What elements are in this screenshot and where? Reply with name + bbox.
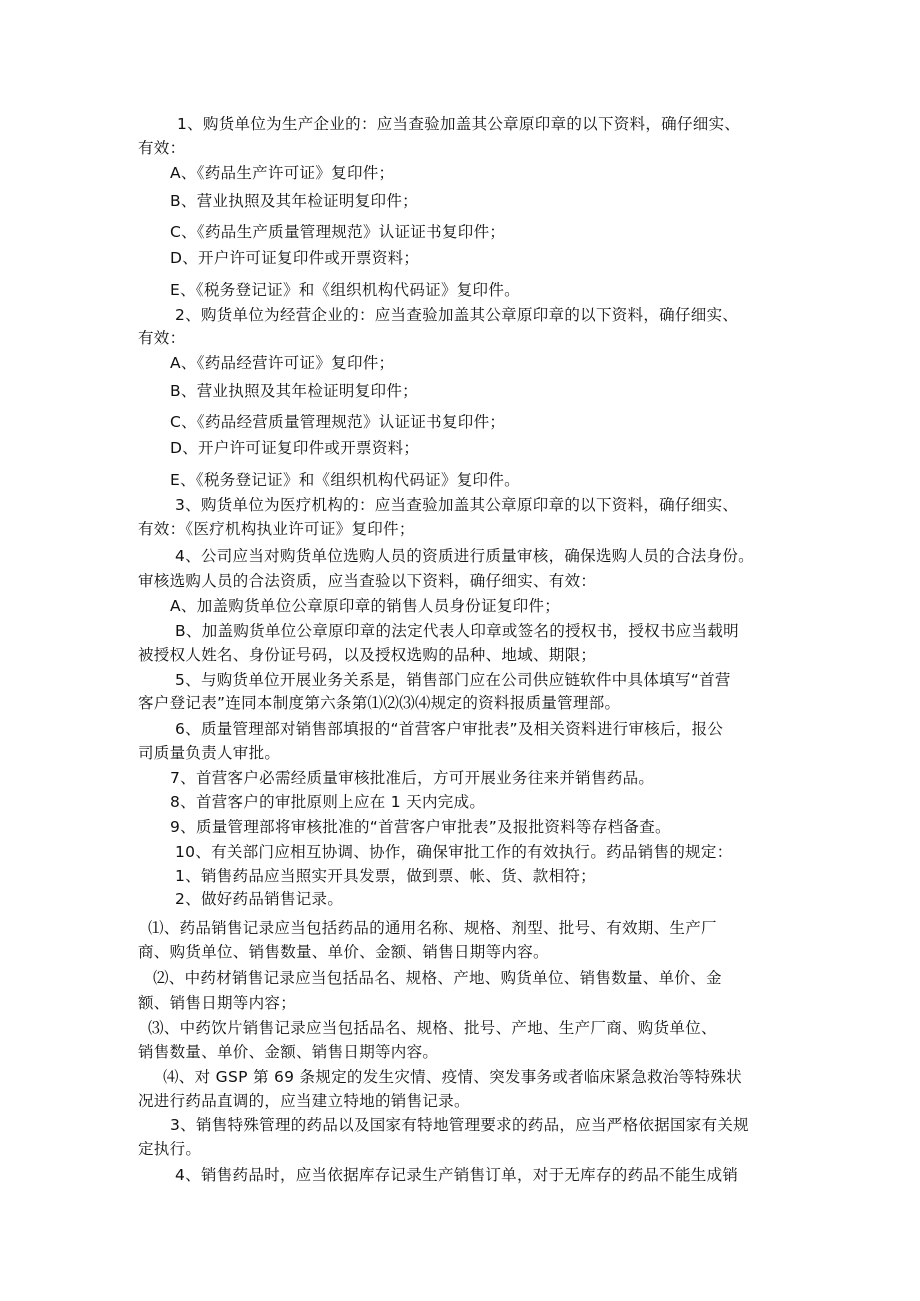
text-line: 况进行药品直调的，应当建立特地的销售记录。 <box>138 1092 470 1110</box>
text-line: 3、销售特殊管理的药品以及国家有特地管理要求的药品，应当严格依据国家有关规 <box>170 1116 749 1134</box>
text-line: 10、有关部门应相互协调、协作，确保审批工作的有效执行。药品销售的规定： <box>175 843 733 861</box>
text-line: ⑵、中药材销售记录应当包括品名、规格、产地、购货单位、销售数量、单价、金 <box>153 969 722 987</box>
text-line: 有效： <box>138 329 186 347</box>
text-line: 被授权人姓名、身份证号码，以及授权选购的品种、地域、期限； <box>138 646 597 664</box>
text-line: ⑶、中药饮片销售记录应当包括品名、规格、批号、产地、生产厂商、购货单位、 <box>148 1019 717 1037</box>
text-line: 2、做好药品销售记录。 <box>175 890 344 908</box>
text-line: B、加盖购货单位公章原印章的法定代表人印章或签名的授权书，授权书应当载明 <box>175 622 739 640</box>
text-line: 审核选购人员的合法资质，应当查验以下资料，确仔细实、有效： <box>138 572 597 590</box>
text-line: 9、质量管理部将审核批准的“首营客户审批表”及报批资料等存档备查。 <box>170 818 671 836</box>
text-line: 6、质量管理部对销售部填报的“首营客户审批表”及相关资料进行审核后，报公 <box>175 720 724 738</box>
text-line: 额、销售日期等内容； <box>138 994 297 1012</box>
text-line: 8、首营客户的审批原则上应在 1 天内完成。 <box>170 793 486 811</box>
text-line: A、《药品经营许可证》复印件； <box>170 354 395 372</box>
text-line: 客户登记表”连同本制度第六条第⑴⑵⑶⑷规定的资料报质量管理部。 <box>138 694 621 712</box>
text-line: C、《药品经营质量管理规范》认证证书复印件； <box>170 413 506 431</box>
text-line: 7、首营客户必需经质量审核批准后，方可开展业务往来并销售药品。 <box>170 769 655 787</box>
text-line: 司质量负责人审批。 <box>138 744 281 762</box>
text-line: 定执行。 <box>138 1140 202 1158</box>
text-line: 3、购货单位为医疗机构的：应当查验加盖其公章原印章的以下资料，确仔细实、 <box>175 496 739 514</box>
text-line: D、开户许可证复印件或开票资料； <box>170 439 420 457</box>
text-line: 5、与购货单位开展业务关系是，销售部门应在公司供应链软件中具体填写“首营 <box>175 671 731 689</box>
text-line: ⑴、药品销售记录应当包括药品的通用名称、规格、剂型、批号、有效期、生产厂 <box>148 919 717 937</box>
text-line: E、《税务登记证》和《组织机构代码证》复印件。 <box>170 471 520 489</box>
text-line: B、营业执照及其年检证明复印件； <box>170 192 418 210</box>
text-line: 1、购货单位为生产企业的：应当查验加盖其公章原印章的以下资料，确仔细实、 <box>177 115 741 133</box>
text-line: 4、公司应当对购货单位选购人员的资质进行质量审核，确保选购人员的合法身份。 <box>175 547 754 565</box>
text-line: 有效：《医疗机构执业许可证》复印件； <box>138 520 415 538</box>
text-line: B、营业执照及其年检证明复印件； <box>170 382 418 400</box>
text-line: A、《药品生产许可证》复印件； <box>170 164 395 182</box>
text-line: 有效： <box>138 139 186 157</box>
text-line: C、《药品生产质量管理规范》认证证书复印件； <box>170 223 506 241</box>
text-line: A、加盖购货单位公章原印章的销售人员身份证复印件； <box>170 597 561 615</box>
text-line: E、《税务登记证》和《组织机构代码证》复印件。 <box>170 281 520 299</box>
text-line: 1、销售药品应当照实开具发票，做到票、帐、货、款相符； <box>175 867 596 885</box>
text-line: 销售数量、单价、金额、销售日期等内容。 <box>138 1043 439 1061</box>
text-line: 商、购货单位、销售数量、单价、金额、销售日期等内容。 <box>138 943 549 961</box>
text-line: 2、购货单位为经营企业的：应当查验加盖其公章原印章的以下资料，确仔细实、 <box>175 306 739 324</box>
text-line: ⑷、对 GSP 第 69 条规定的发生灾情、疫情、突发事务或者临床紧急救治等特殊状 <box>163 1068 742 1086</box>
text-line: D、开户许可证复印件或开票资料； <box>170 249 420 267</box>
text-line: 4、销售药品时，应当依据库存记录生产销售订单，对于无库存的药品不能生成销 <box>175 1166 739 1184</box>
